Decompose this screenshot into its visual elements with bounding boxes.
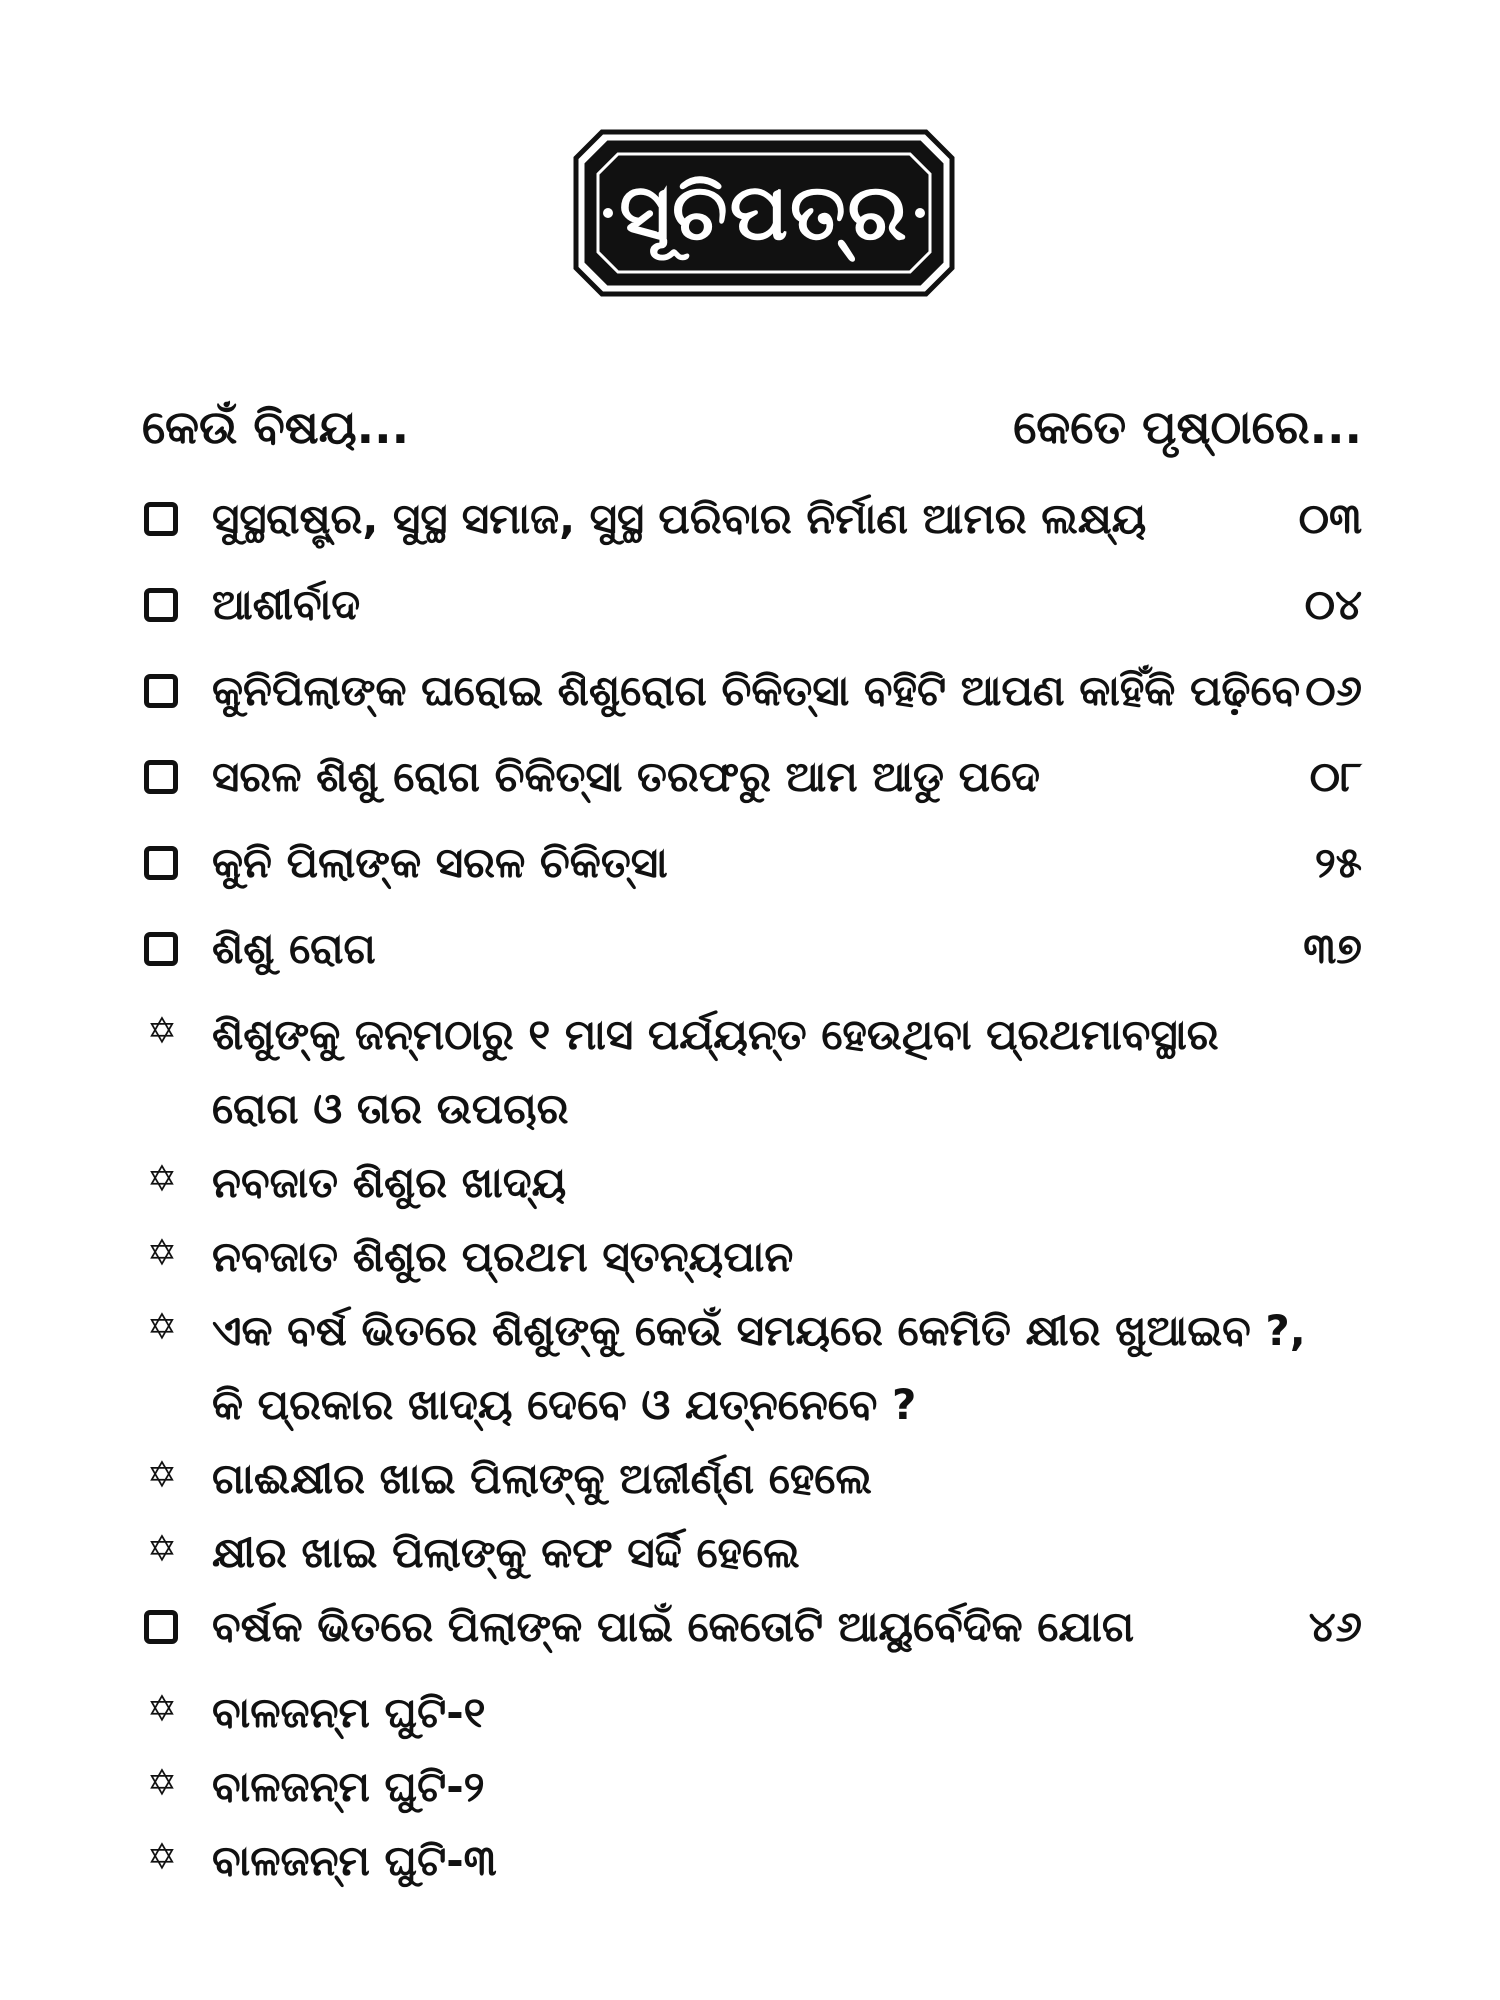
toc-entry (142, 662, 1362, 736)
toc-entry-page: ୦୩ (1298, 494, 1362, 543)
toc-entry (142, 1598, 1362, 1672)
star-icon: ✡ (146, 1159, 178, 1200)
toc-entry-title: କି ପ୍ରକାର ଖାଦ୍ୟ ଦେବେ ଓ ଯତ୍ନନେବେ ? (212, 1380, 917, 1429)
toc-entry-page: ୦୪ (1304, 580, 1362, 629)
toc-entry-page: ୦୬ (1305, 666, 1362, 715)
toc-entry-title: ବାଳଜନ୍ମ ଘୁଟି-୧ (212, 1688, 486, 1737)
checkbox-icon (144, 588, 178, 622)
toc-entry-title: ସରଳ ଶିଶୁ ରୋଗ ଚିକିତ୍ସା ତରଫରୁ ଆମ ଆଡୁ ପଦେ (212, 752, 1041, 801)
toc-entry (142, 490, 1362, 564)
toc-entry (142, 1758, 1362, 1832)
toc-entry-title: ବର୍ଷକ ଭିତରେ ପିଲାଙ୍କ ପାଇଁ କେତୋଟି ଆୟୁର୍ବେଦିକ ଯୋଗ (212, 1602, 1135, 1651)
toc-entry (142, 748, 1362, 822)
checkbox-icon (144, 846, 178, 880)
header-topic: କେଉଁ ବିଷୟ... (142, 400, 410, 454)
toc-entry (142, 576, 1362, 650)
checkbox-icon (144, 502, 178, 536)
star-icon: ✡ (146, 1455, 178, 1496)
star-icon: ✡ (146, 1011, 178, 1052)
star-icon: ✡ (146, 1837, 178, 1878)
toc-entry (142, 1006, 1362, 1154)
checkbox-icon (144, 760, 178, 794)
toc-entry (142, 1154, 1362, 1228)
toc-entry-title: ଶିଶୁଙ୍କୁ ଜନ୍ମଠାରୁ ୧ ମାସ ପର୍ଯ୍ୟନ୍ତ ହେଉଥିବା ପ୍ରଥମାବସ୍ଥାର (212, 1010, 1219, 1059)
page-title: ସୂଚିପତ୍ର (619, 167, 909, 258)
toc-entry-title: ରୋଗ ଓ ତାର ଉପଚାର (212, 1084, 569, 1133)
toc-entry-title: ଶିଶୁ ରୋଗ (212, 924, 376, 973)
toc-entry (142, 1450, 1362, 1524)
toc-entry (142, 1524, 1362, 1598)
checkbox-icon (144, 674, 178, 708)
toc-entry-title: କୁନି ପିଲାଙ୍କ ସରଳ ଚିକିତ୍ସା (212, 838, 668, 887)
title-banner (572, 128, 956, 298)
toc-entry-page: ୩୭ (1303, 924, 1362, 973)
star-icon: ✡ (146, 1689, 178, 1730)
star-icon: ✡ (146, 1763, 178, 1804)
toc-entry-title: କ୍ଷୀର ଖାଇ ପିଲାଙ୍କୁ କଫ ସର୍ଦ୍ଦି ହେଲେ (212, 1528, 800, 1577)
toc-entry (142, 1302, 1362, 1450)
toc-entry-page: ୪୬ (1308, 1602, 1362, 1651)
toc-entry-title: ଆଶୀର୍ବାଦ (212, 580, 361, 629)
star-icon: ✡ (146, 1233, 178, 1274)
toc-entry (142, 1684, 1362, 1758)
checkbox-icon (144, 932, 178, 966)
toc-entry-page: ୦୮ (1309, 752, 1362, 801)
toc-entry (142, 1832, 1362, 1906)
star-icon: ✡ (146, 1529, 178, 1570)
header-page: କେତେ ପୃଷ୍ଠାରେ... (1013, 400, 1362, 454)
toc-header (142, 400, 1362, 470)
toc-entry (142, 920, 1362, 994)
toc-entry-title: ବାଳଜନ୍ମ ଘୁଟି-୩ (212, 1836, 497, 1885)
star-icon: ✡ (146, 1307, 178, 1348)
toc-entry-title: କୁନିପିଲାଙ୍କ ଘରୋଇ ଶିଶୁରୋଗ ଚିକିତ୍ସା ବହିଟି ଆପଣ କାହିଁକି ପଢ଼ିବେ (212, 666, 1301, 715)
toc-entry-title: ଗାଈକ୍ଷୀର ଖାଇ ପିଲାଙ୍କୁ ଅଜୀର୍ଣ୍ଣ ହେଲେ (212, 1454, 872, 1503)
toc-entry-page: ୨୫ (1314, 838, 1362, 887)
toc-entry (142, 1228, 1362, 1302)
toc-entry-title: ନବଜାତ ଶିଶୁର ଖାଦ୍ୟ (212, 1158, 567, 1207)
toc-entry-title: ନବଜାତ ଶିଶୁର ପ୍ରଥମ ସ୍ତନ୍ୟପାନ (212, 1232, 794, 1281)
toc-entry-title: ବାଳଜନ୍ମ ଘୁଟି-୨ (212, 1762, 485, 1811)
toc-entry (142, 834, 1362, 908)
checkbox-icon (144, 1610, 178, 1644)
toc-entry-title: ଏକ ବର୍ଷ ଭିତରେ ଶିଶୁଙ୍କୁ କେଉଁ ସମୟରେ କେମିତି କ୍ଷୀର ଖୁଆଇବ ?, (212, 1306, 1306, 1355)
toc-entry-title: ସୁସ୍ଥରାଷ୍ଟ୍ର, ସୁସ୍ଥ ସମାଜ, ସୁସ୍ଥ ପରିବାର ନିର୍ମାଣ ଆମର ଲକ୍ଷ୍ୟ (212, 494, 1147, 543)
